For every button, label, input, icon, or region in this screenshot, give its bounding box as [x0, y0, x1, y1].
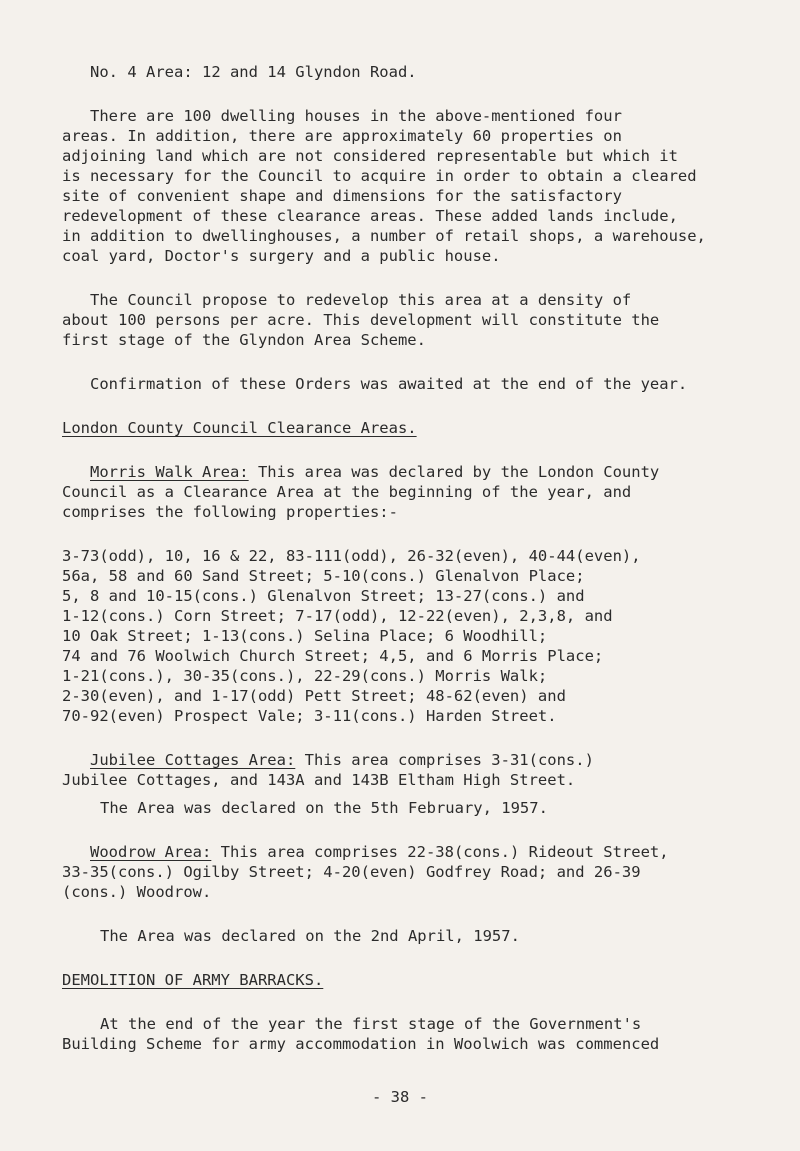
- property-line: 70-92(even) Prospect Vale; 3-11(cons.) Harden Street.: [62, 707, 557, 725]
- text-line: [90, 842, 669, 862]
- text-line: (cons.) Woodrow.: [62, 883, 212, 901]
- text-line: The Council propose to redevelop this area at a density of: [90, 291, 632, 309]
- text-line: At the end of the year the first stage of the Government's: [100, 1015, 642, 1033]
- property-line: 56a, 58 and 60 Sand Street; 5-10(cons.) Glenalvon Place;: [62, 567, 585, 585]
- woodrow-label: Woodrow Area:: [90, 843, 212, 861]
- text-line: coal yard, Doctor's surgery and a public house.: [62, 247, 501, 265]
- property-line: 1-21(cons.), 30-35(cons.), 22-29(cons.) Morris Walk;: [62, 667, 548, 685]
- property-line: 3-73(odd), 10, 16 & 22, 83-111(odd), 26-32(even), 40-44(even),: [62, 547, 641, 565]
- text-line: The Area was declared on the 2nd April, 1957.: [100, 927, 520, 945]
- section-heading-lcc: London County Council Clearance Areas.: [62, 419, 417, 437]
- text-span: This area comprises 22-38(cons.) Rideout Street,: [211, 843, 669, 861]
- text-line: Building Scheme for army accommodation in Woolwich was commenced: [62, 1035, 660, 1053]
- jubilee-label: Jubilee Cottages Area:: [90, 751, 296, 769]
- area-heading: No. 4 Area: 12 and 14 Glyndon Road.: [90, 63, 417, 81]
- paragraph-confirmation: Confirmation of these Orders was awaited at the end of the year.: [90, 375, 688, 393]
- text-span: This area was declared by the London County: [248, 463, 660, 481]
- page-number: - 38 -: [372, 1088, 428, 1106]
- text-line: Jubilee Cottages, and 143A and 143B Eltham High Street.: [62, 771, 576, 789]
- text-line: comprises the following properties:-: [62, 503, 398, 521]
- property-line: 1-12(cons.) Corn Street; 7-17(odd), 12-22(even), 2,3,8, and: [62, 607, 613, 625]
- text-line: 33-35(cons.) Ogilby Street; 4-20(even) Godfrey Road; and 26-39: [62, 863, 641, 881]
- property-line: 5, 8 and 10-15(cons.) Glenalvon Street; 13-27(cons.) and: [62, 587, 585, 605]
- text-line: is necessary for the Council to acquire in order to obtain a cleared: [62, 167, 697, 185]
- text-line: redevelopment of these clearance areas. These added lands include,: [62, 207, 678, 225]
- text-line: about 100 persons per acre. This development will constitute the: [62, 311, 660, 329]
- text-span: This area comprises 3-31(cons.): [295, 751, 594, 769]
- property-line: 2-30(even), and 1-17(odd) Pett Street; 48-62(even) and: [62, 687, 566, 705]
- text-line: [90, 462, 659, 482]
- text-line: [90, 750, 594, 770]
- morris-walk-label: Morris Walk Area:: [90, 463, 249, 481]
- text-line: in addition to dwellinghouses, a number of retail shops, a warehouse,: [62, 227, 706, 245]
- property-line: 10 Oak Street; 1-13(cons.) Selina Place; 6 Woodhill;: [62, 627, 548, 645]
- section-heading-demolition: DEMOLITION OF ARMY BARRACKS.: [62, 971, 324, 989]
- text-line: site of convenient shape and dimensions for the satisfactory: [62, 187, 622, 205]
- text-line: first stage of the Glyndon Area Scheme.: [62, 331, 426, 349]
- text-line: adjoining land which are not considered representable but which it: [62, 147, 678, 165]
- text-line: The Area was declared on the 5th February, 1957.: [100, 799, 548, 817]
- text-line: There are 100 dwelling houses in the above-mentioned four: [90, 107, 622, 125]
- text-line: Council as a Clearance Area at the beginning of the year, and: [62, 483, 632, 501]
- text-line: areas. In addition, there are approximately 60 properties on: [62, 127, 622, 145]
- property-line: 74 and 76 Woolwich Church Street; 4,5, and 6 Morris Place;: [62, 647, 604, 665]
